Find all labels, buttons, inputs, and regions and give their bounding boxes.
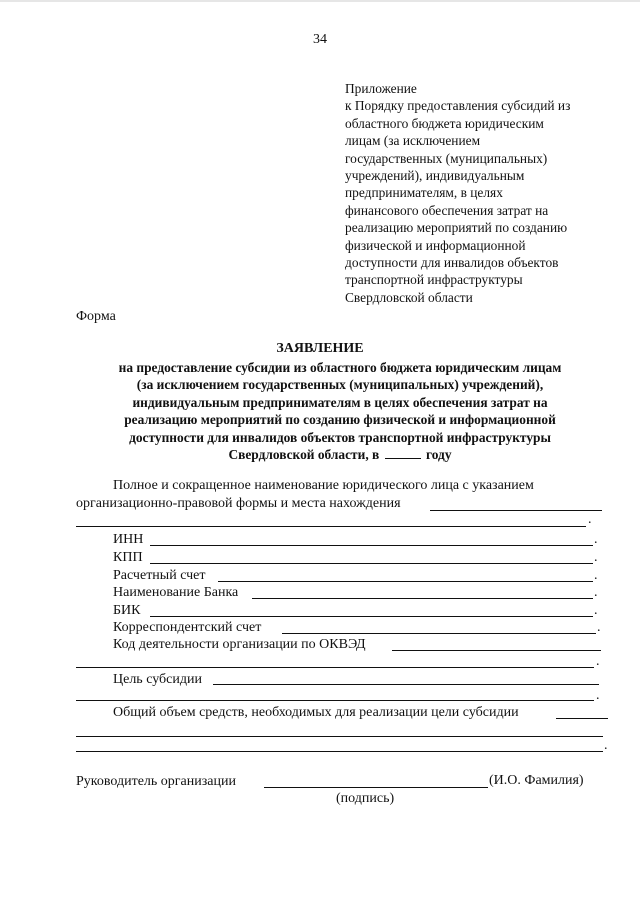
form-label: Форма: [76, 309, 116, 324]
appendix-line: физической и информационной: [345, 237, 526, 253]
end-period: .: [594, 603, 598, 618]
purpose-label: Цель субсидии: [113, 672, 202, 687]
document-subtitle: [60, 359, 620, 463]
end-period: .: [588, 512, 592, 527]
year-blank[interactable]: [385, 446, 421, 459]
bank-blank[interactable]: [252, 598, 593, 599]
full-name-blank-2[interactable]: [76, 526, 586, 527]
end-period: .: [594, 585, 598, 600]
subtitle-line: на предоставление субсидии из областного бюджета юридическим лицам: [118, 360, 562, 375]
scan-top-edge: [0, 0, 640, 2]
appendix-line: областного бюджета юридическим: [345, 115, 544, 131]
appendix-line: транспортной инфраструктуры: [345, 272, 523, 288]
signature-blank[interactable]: [264, 787, 488, 788]
head-of-organization-label: Руководитель организации: [76, 774, 236, 789]
account-blank[interactable]: [218, 581, 593, 582]
corr-account-label: Корреспондентский счет: [113, 620, 262, 635]
bank-label: Наименование Банка: [113, 585, 239, 600]
total-funds-blank-1[interactable]: [556, 718, 608, 719]
end-period: .: [596, 654, 600, 669]
subtitle-last-line: [60, 446, 620, 463]
total-funds-blank-3[interactable]: [76, 751, 603, 752]
total-funds-label: Общий объем средств, необходимых для реализации цели субсидии: [113, 705, 519, 720]
signature-hint: (подпись): [336, 791, 395, 806]
full-name-blank-1[interactable]: [430, 510, 602, 511]
subtitle-line: доступности для инвалидов объектов транспортной инфраструктуры: [129, 429, 551, 445]
appendix-line: доступности для инвалидов объектов: [345, 255, 559, 271]
appendix-line: финансового обеспечения затрат на: [345, 202, 549, 218]
appendix-line: Приложение: [345, 81, 417, 96]
okved-label: Код деятельности организации по ОКВЭД: [113, 637, 366, 652]
total-funds-blank-2[interactable]: [76, 736, 603, 737]
subtitle-line: индивидуальным предпринимателям в целях обеспечения затрат на: [132, 394, 548, 410]
end-period: .: [604, 738, 608, 753]
appendix-line: Свердловской области: [345, 289, 473, 305]
subtitle-line: (за исключением государственных (муниципальных) учреждений),: [136, 377, 544, 393]
kpp-label: КПП: [113, 550, 143, 565]
end-period: .: [597, 620, 601, 635]
end-period: .: [594, 532, 598, 547]
corr-account-blank[interactable]: [282, 633, 596, 634]
appendix-line: учреждений), индивидуальным: [345, 168, 525, 184]
end-period: .: [594, 568, 598, 583]
subtitle-region: Свердловской области, в: [228, 447, 380, 463]
document-title: ЗАЯВЛЕНИЕ: [276, 341, 364, 356]
full-name-label-1: Полное и сокращенное наименование юридического лица с указанием: [113, 478, 534, 493]
purpose-blank-1[interactable]: [213, 684, 599, 685]
name-hint: (И.О. Фамилия): [489, 773, 584, 788]
appendix-note: [345, 80, 615, 306]
appendix-line: лицам (за исключением: [345, 133, 481, 149]
okved-blank-2[interactable]: [76, 667, 594, 668]
appendix-line: предпринимателям, в целях: [345, 185, 503, 201]
bik-label: БИК: [113, 603, 141, 618]
subtitle-line: реализацию мероприятий по созданию физической и информационной: [124, 412, 556, 428]
inn-label: ИНН: [113, 532, 144, 547]
subtitle-year-word: году: [426, 447, 452, 463]
okved-blank-1[interactable]: [392, 650, 601, 651]
appendix-line: государственных (муниципальных): [345, 150, 548, 166]
account-label: Расчетный счет: [113, 568, 206, 583]
page-number: 34: [313, 32, 327, 47]
end-period: .: [594, 550, 598, 565]
appendix-line: к Порядку предоставления субсидий из: [345, 98, 571, 114]
purpose-blank-2[interactable]: [76, 700, 594, 701]
appendix-line: реализацию мероприятий по созданию: [345, 220, 568, 236]
kpp-blank[interactable]: [150, 563, 593, 564]
inn-blank[interactable]: [150, 545, 593, 546]
bik-blank[interactable]: [150, 616, 593, 617]
full-name-label-2: организационно-правовой формы и места нахождения: [76, 496, 401, 511]
end-period: .: [596, 688, 600, 703]
